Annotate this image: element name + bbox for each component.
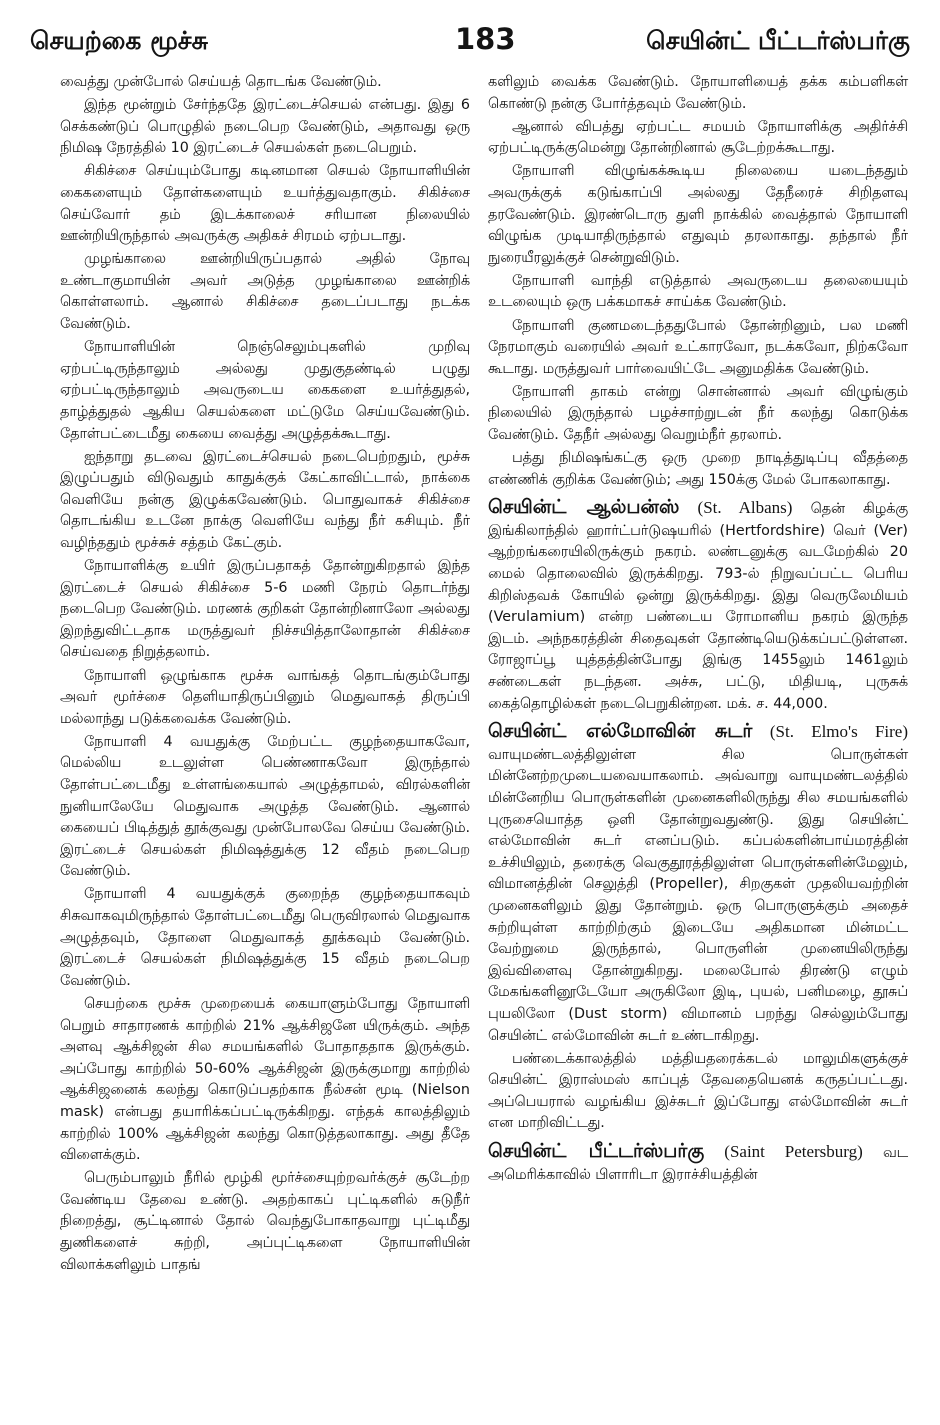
paragraph: நோயாளி விழுங்கக்கூடிய நிலையை யடைந்ததும் அவருக்குக் கடுங்காப்பி அல்லது தேநீரைச் சிறிதளவு தரவேண்டும். இரண்டொரு துளி நாக்கில் வைத்தால் நோயாளி விழுங்க முடியாதிருந்தால் எதுவும் தரலாகாது. தந்தால் நீர் நுரையீரலுக்குச் சென்றுவிடும்.: [488, 163, 908, 266]
entry-heading: செயின்ட் எல்மோவின் சுடர்: [488, 720, 753, 743]
entry-body: தென் கிழக்கு இங்கிலாந்தில் ஹார்ட்பர்டுஷயரில் (Hertfordshire) வெர் (Ver) ஆற்றங்கரையிலிருக்கும் நகரம். லண்டனுக்கு வடமேற்கில் 20 மைல் தொலைவில் இருக்கிறது. 793-ல் நிறுவப்பட்ட பெரிய கிறிஸ்தவக் கோயில் ஒன்று இருக்கிறது. இது வெருலேமியம் (Verulamium) என்ற பண்டைய ரோமானிய நகரம் இருந்த இடம். அந்நகரத்தின் சிதைவுகள் தோண்டியெடுக்கப்பட்டுள்ளன. ரோஜாப்பூ யுத்தத்தின்போது இங்கு 1455லும் 1461லும் சண்டைகள் நடந்தன. அச்சு, பட்டு, மிதியடி, புருசுக் கைத்தொழில்கள் நடைபெறுகின்றன. மக். ச. 44,000.: [488, 501, 909, 712]
paragraph: நோயாளிக்கு உயிர் இருப்பதாகத் தோன்றுகிறதால் இந்த இரட்டைச் செயல் சிகிச்சை 5-6 மணி நேரம் தொடர்ந்து நடைபெற வேண்டும். மரணக் குறிகள் தோன்றினாலோ அல்லது இறந்துவிட்டதாக மருத்துவர் நிச்சயித்தாலோதான் சிகிச்சை செய்வதை நிறுத்தலாம்.: [60, 558, 470, 661]
paragraph: வைத்து முன்போல் செய்யத் தொடங்க வேண்டும்.: [60, 74, 382, 90]
left-column: [60, 72, 470, 1278]
page-number: 183: [455, 22, 516, 56]
paragraph: பண்டைக்காலத்தில் மத்தியதரைக்கடல் மாலுமிகளுக்குச் செயின்ட் இராஸ்மஸ் காப்புத் தேவதையெனக் கருதப்பட்டது. அப்பெயரால் வழங்கிய இச்சுடர் இப்போது எல்மோவின் சுடர் என மாறிவிட்டது.: [488, 1050, 908, 1132]
entry-heading: செயின்ட் ஆல்பன்ஸ்: [488, 496, 680, 519]
entry-english-name: (St. Albans): [697, 498, 793, 518]
entry-body: வாயுமண்டலத்திலுள்ள சில பொருள்கள் மின்னேற்றமுடையவையாகலாம். அவ்வாறு வாயுமண்டலத்தில் மின்னேறிய பொருள்களின் முனைகளிலிருந்து சில சமயங்களில் புருசையொத்த ஒளி தோன்றுவதுண்டு. இது செயின்ட் எல்மோவின் சுடர் எனப்படும். கப்பல்களின்பாய்மரத்தின் உச்சியிலும், தரைக்கு வெகுதூரத்திலுள்ள பொருள்களின்மேலும், விமானத்தின் செலுத்தி (Propeller), சிறகுகள் முதலியவற்றின் முனைகளிலும் இது தோன்றும். ஒரு பொருளுக்கும் அதைச் சுற்றியுள்ள காற்றிற்கும் இடையே அதிகமான மின்மட்ட வேற்றுமை இருந்தால், பொருளின் முனையிலிருந்து இவ்விளைவு தோன்றுகிறது. மலைபோல் திரண்டு எழும் மேகங்களினூடேயோ அருகிலோ இடி, புயல், பனிமழை, தூசுப் புயலிலோ (Dust storm) விமானம் பறந்து செல்லும்போது செயின்ட் எல்மோவின் சுடர் உண்டாகிறது.: [488, 746, 908, 1044]
entry-english-name: (St. Elmo's Fire): [769, 722, 908, 742]
paragraph: நோயாளி 4 வயதுக்கு மேற்பட்ட குழந்தையாகவோ, மெல்லிய உடலுள்ள பெண்ணாகவோ இருந்தால் தோள்பட்டைமீது உள்ளங்கையால் அழுத்தாமல், விரல்களின் நுனியாலேயே மெதுவாக அழுத்த வேண்டும். ஆனால் கையைப் பிடித்துத் தூக்குவது முன்போலவே செய்ய வேண்டும். இரட்டைச் செயல்கள் நிமிஷத்துக்கு 12 வீதம் நடைபெற வேண்டும்.: [60, 733, 470, 880]
encyclopedia-entry-st-elmos-fire: [488, 721, 908, 1047]
page-header: [30, 22, 910, 62]
running-title-left: செயற்கை மூச்சு: [30, 26, 208, 55]
paragraph: சிகிச்சை செய்யும்போது கடினமான செயல் நோயாளியின் கைகளையும் தோள்களையும் உயர்த்துவதாகும். சிகிச்சை செய்வோர் தம் இடக்காலைச் சரியான நிலையில் ஊன்றியிருந்தால் அவருக்கு அதிகச் சிரமம் ஏற்படாது.: [60, 163, 470, 245]
paragraph: பெரும்பாலும் நீரில் மூழ்கி மூர்ச்சையுற்றவர்க்குச் சூடேற்ற வேண்டிய தேவை உண்டு. அதற்காகப் புட்டிகளில் சுடுநீர் நிறைத்து, சூட்டினால் தோல் வெந்துபோகாதவாறு புட்டிமீது துணிகளைச் சுற்றி, அப்புட்டிகளை நோயாளியின் விலாக்களிலும் பாதங்: [60, 1170, 470, 1273]
paragraph: பத்து நிமிஷங்கட்கு ஒரு முறை நாடித்துடிப்பு வீதத்தை எண்ணிக் குறிக்க வேண்டும்; அது 150க்கு மேல் போகலாகாது.: [488, 450, 908, 488]
right-column: [488, 72, 908, 1188]
entry-body: வட அமெரிக்காவில் பிளாரிடா இராச்சியத்தின்: [488, 1145, 909, 1183]
paragraph: நோயாளி குணமடைந்ததுபோல் தோன்றினும், பல மணி நேரமாகும் வரையில் அவர் உட்காரவோ, நடக்கவோ, நிற்கவோ கூடாது. மருத்துவர் பார்வையிட்டே அனுமதிக்க வேண்டும்.: [488, 317, 908, 377]
paragraph: ஐந்தாறு தடவை இரட்டைச்செயல் நடைபெற்றதும், மூச்சு இழுப்பதும் விடுவதும் காதுக்குக் கேட்காவிட்டால், நாக்கை வெளியே நன்கு இழுக்கவேண்டும். பொதுவாகச் சிகிச்சை தொடங்கிய உடனே நாக்கு வெளியே வந்து நீர் கசியும். நீர் வழிந்ததும் மூச்சுச் சத்தம் கேட்கும்.: [60, 448, 470, 551]
encyclopedia-entry-st-petersburg: [488, 1141, 908, 1186]
entry-english-name: (Saint Petersburg): [724, 1142, 863, 1161]
paragraph: முழங்காலை ஊன்றியிருப்பதால் அதில் நோவு உண்டாகுமாயின் அவர் அடுத்த முழங்காலை ஊன்றிக் கொள்ளலாம். ஆனால் சிகிச்சை தடைப்படாது நடக்க வேண்டும்.: [60, 251, 470, 333]
paragraph: நோயாளி தாகம் என்று சொன்னால் அவர் விழுங்கும் நிலையில் இருந்தால் பழச்சாற்றுடன் நீர் கலந்து கொடுக்க வேண்டும். தேநீர் அல்லது வெறும்நீர் தரலாம்.: [488, 383, 908, 443]
paragraph: நோயாளி ஒழுங்காக மூச்சு வாங்கத் தொடங்கும்போது அவர் மூர்ச்சை தெளியாதிருப்பினும் மெதுவாகத் திருப்பி மல்லாந்து படுக்கவைக்க வேண்டும்.: [60, 667, 470, 727]
paragraph: ஆனால் விபத்து ஏற்பட்ட சமயம் நோயாளிக்கு அதிர்ச்சி ஏற்பட்டிருக்குமென்று தோன்றினால் சூடேற்றக்கூடாது.: [488, 118, 908, 157]
paragraph: நோயாளி வாந்தி எடுத்தால் அவருடைய தலையையும் உடலையும் ஒரு பக்கமாகச் சாய்க்க வேண்டும்.: [488, 272, 908, 311]
running-title-right: செயின்ட் பீட்டர்ஸ்பர்கு: [646, 26, 910, 55]
paragraph: களிலும் வைக்க வேண்டும். நோயாளியைத் தக்க கம்பளிகள் கொண்டு நன்கு போர்த்தவும் வேண்டும்.: [488, 74, 908, 112]
paragraph: செயற்கை மூச்சு முறையைக் கையாளும்போது நோயாளி பெறும் சாதாரணக் காற்றில் 21% ஆக்சிஜனே யிருக்கும். அந்த அளவு ஆக்சிஜன் சில சமயங்களில் போதாததாக இருக்கும். அப்போது காற்றில் 50-60% ஆக்சிஜன் இருக்குமாறு காற்றில் ஆக்சிஜனைக் கலந்து கொடுப்பதற்காக நீல்சன் மூடி (Nielson mask) என்பது தயாரிக்கப்பட்டிருக்கிறது. எந்தக் காலத்திலும் காற்றில் 100% ஆக்சிஜன் கலந்து கொடுத்தலாகாது. அது தீதே விளைக்கும்.: [60, 995, 470, 1164]
encyclopedia-entry-st-albans: [488, 497, 908, 715]
paragraph: நோயாளி 4 வயதுக்குக் குறைந்த குழந்தையாகவும் சிசுவாகவுமிருந்தால் தோள்பட்டைமீது பெருவிரலால் மெதுவாக அழுத்தவும், தோளை மெதுவாகத் தூக்கவும் வேண்டும். இரட்டைச் செயல்கள் நிமிஷத்துக்கு 15 வீதம் நடைபெற வேண்டும்.: [60, 886, 470, 989]
entry-heading: செயின்ட் பீட்டர்ஸ்பர்கு: [488, 1140, 705, 1162]
paragraph: நோயாளியின் நெஞ்செலும்புகளில் முறிவு ஏற்பட்டிருந்தாலும் அல்லது முதுகுதண்டில் பழுது ஏற்பட்டிருந்தாலும் அவருடைய கைகளை உயர்த்துதல், தாழ்த்துதல் ஆகிய செயல்களை மட்டுமே செய்யவேண்டும். தோள்பட்டைமீது கையை வைத்து அழுத்தக்கூடாது.: [60, 339, 470, 442]
paragraph: இந்த மூன்றும் சேர்ந்ததே இரட்டைச்செயல் என்பது. இது 6 செக்கண்டுப் பொழுதில் நடைபெற வேண்டும், அதாவது ஒரு நிமிஷ நேரத்தில் 10 இரட்டைச் செயல்கள் நடைபெறும்.: [60, 97, 470, 157]
